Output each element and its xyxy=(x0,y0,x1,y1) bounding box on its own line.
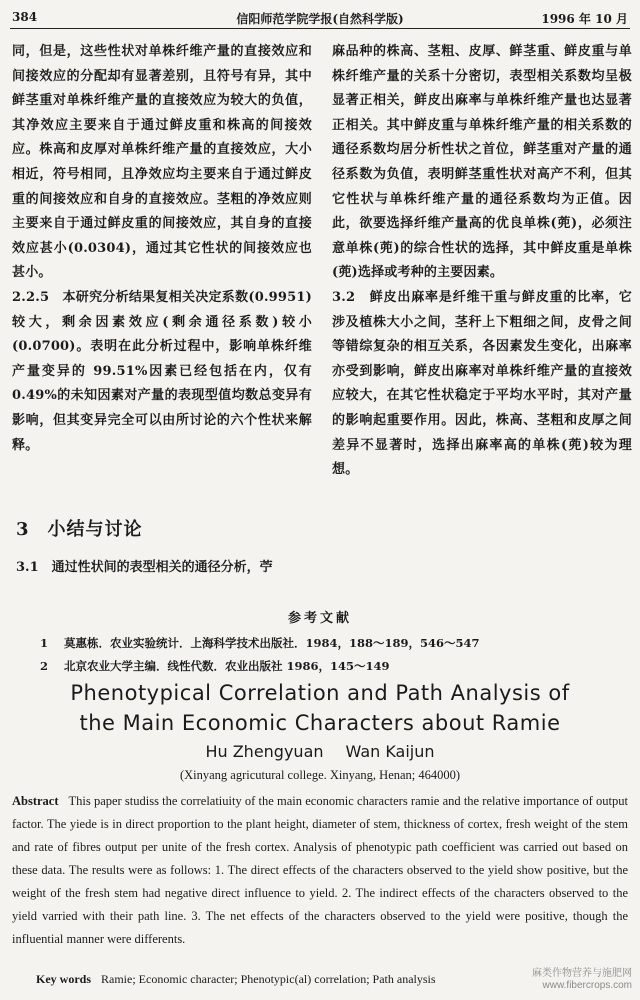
section-3-1-text: 3.1 通过性状间的表型相关的通径分析，苧 xyxy=(16,560,273,575)
reference-text: 北京农业大学主编．线性代数．农业出版社 1986，145～149 xyxy=(64,659,390,673)
keywords xyxy=(36,972,436,987)
left-para-2-2-5: 2.2.5 本研究分析结果复相关决定系数(0.9951)较大，剩余因素效应(剩余通径系数)较小(0.0700)。表明在此分析过程中，影响单株纤维产量变异的 99.51%因素已经包括在内，仅有 0.49%的未知因素对产量的表现型值均数总变异有影响，但其变异完全可以由所讨论的六个性状来解释。 xyxy=(12,289,312,453)
left-para-continued: 同，但是，这些性状对单株纤维产量的直接效应和间接效应的分配却有显著差别，且符号有异，其中鲜茎重对单株纤维产量的直接效应为较大的负值，其净效应主要来自于通过鲜皮重和株高的间接效应。株高和皮厚对单株纤维产量的直接效应，大小相近，符号相同，且净效应均主要来自于通过鲜皮重的间接效应和自身的直接效应。茎粗的净效应则主要来自于通过鲜皮重的间接效应，其自身的直接效应甚小(0.0304)，通过其它性状的间接效应也甚小。 xyxy=(12,44,312,281)
reference-text: 莫惠栋．农业实验统计．上海科学技术出版社．1984，188～189，546～547 xyxy=(64,636,480,650)
keywords-text: Ramie; Economic character; Phenotypic(al) correlation; Path analysis xyxy=(101,972,436,986)
references-title: 参考文献 xyxy=(287,611,352,626)
section-number: 3 xyxy=(16,519,30,540)
reference-item xyxy=(40,658,630,674)
author-2: Wan Kaijun xyxy=(345,742,435,761)
abstract-label: Abstract xyxy=(12,794,59,808)
abstract-text: This paper studiss the correlatiuity of the main economic characters ramie and the relative importance of output factor. The yiede is in direct proportion to the plant height, diameter of stem, thickness of cortex, fresh weight of the stem and rate of fibres output per unite of the fresh cortex. Analysis of phenotypic path coefficient was carried out based on these data. The results were as follows: 1. The direct effects of the characters observed to the yield show positive, but the weight of the fresh stem had negative direct influence to yield. 2. The indirect effects of the characters observed to the yield varried with their path line. 3. The net effects of the characters observed to the yield were positive, though the influential manner were differents. xyxy=(12,794,628,946)
english-title-line-1: Phenotypical Correlation and Path Analysis of xyxy=(70,681,570,705)
watermark-line-2: www.fibercrops.com xyxy=(542,980,632,991)
page-number: 384 xyxy=(12,10,38,24)
issue-date: 1996 年 10 月 xyxy=(541,12,628,26)
affiliation: (Xinyang agricutural college. Xinyang, Henan; 464000) xyxy=(179,768,461,782)
right-para-continued: 麻品种的株高、茎粗、皮厚、鲜茎重、鲜皮重与单株纤维产量的关系十分密切，表型相关系数均呈极显著正相关，鲜皮出麻率与单株纤维产量也达显著正相关。其中鲜皮重与单株纤维产量的相关系数的通径系数均居分析性状之首位，鲜茎重对产量的通径系数为负值，表明鲜茎重性状对高产不利，但其它性状与单株纤维产量的通径系数均为正值。因此，欲要选择纤维产量高的优良单株(蔸)，必须注意单株(蔸)的综合性状的选择，其中鲜皮重是单株(蔸)选择或考种的主要因素。 xyxy=(332,44,632,281)
journal-name: 信阳师范学院学报(自然科学版) xyxy=(236,12,404,26)
site-watermark xyxy=(532,968,632,992)
english-title-line-2: the Main Economic Characters about Ramie xyxy=(79,711,561,735)
reference-item xyxy=(40,635,630,651)
english-abstract xyxy=(12,790,628,951)
reference-number: 1 xyxy=(40,636,49,650)
section-3-heading xyxy=(16,515,143,541)
reference-number: 2 xyxy=(40,659,49,673)
keywords-label: Key words xyxy=(36,972,91,986)
section-title: 小结与讨论 xyxy=(47,519,143,540)
authors xyxy=(0,742,640,761)
left-column xyxy=(12,40,312,458)
page-header xyxy=(10,8,630,29)
right-para-3-2: 3.2 鲜皮出麻率是纤维干重与鲜皮重的比率，它涉及植株大小之间，茎秆上下粗细之间，皮骨之间等错综复杂的相互关系，各因素发生变化，出麻率亦受到影响，鲜皮出麻率对单株纤维产量的直接效应较大，在其它性状稳定于平均水平时，其对产量的影响起重要作用。因此，株高、茎粗和皮厚之间差异不显著时，选择出麻率高的单株(蔸)较为理想。 xyxy=(332,289,632,478)
author-1: Hu Zhengyuan xyxy=(205,742,324,761)
watermark-line-1: 麻类作物营养与施肥网 xyxy=(532,968,632,979)
right-column xyxy=(332,40,632,483)
